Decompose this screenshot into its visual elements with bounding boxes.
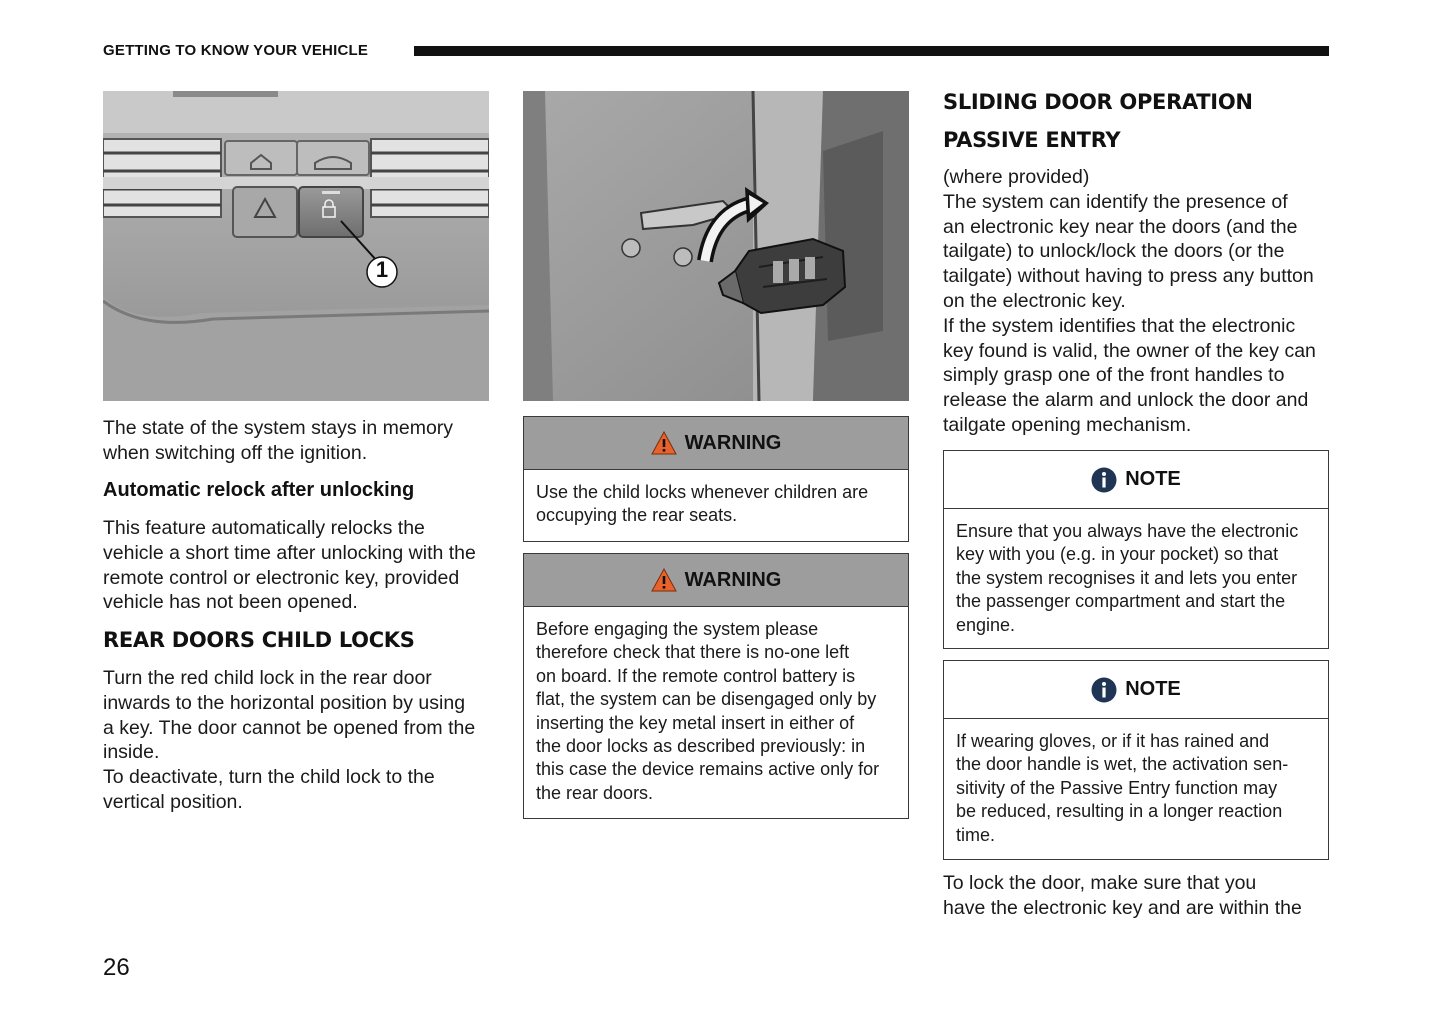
memory-state-text: The state of the system stays in memory when switching off the ignition.: [103, 417, 454, 464]
note-text: Ensure that you always have the electronic key with you (e.g. in your pocket) so that the system recognises it and lets you enter the passenger compartment and start the engine.: [956, 521, 1299, 635]
note-header: [944, 661, 1328, 719]
info-icon: [1091, 467, 1117, 493]
relock-text: This feature automatically relocks the vehicle a short time after unlocking with the remote control or electronic key, provided vehicle has not been opened.: [103, 517, 476, 614]
warning-text: Before engaging the system please therefore check that there is no-one left on board. If the remote control battery is flat, the system can be disengaged only by inserting the key metal insert in either of the door locks as described previously: in this case the device remains active only for the rear doors.: [536, 619, 880, 803]
dashboard-lock-button-figure: [103, 91, 489, 401]
note-title: NOTE: [1125, 468, 1181, 490]
note-box-key: [943, 450, 1329, 649]
passive-entry-heading: PASSIVE ENTRY: [943, 128, 1121, 152]
warning-title: WARNING: [684, 568, 782, 591]
warning-box-child-locks: [523, 416, 909, 542]
header-rule: [414, 46, 1329, 56]
warning-title: WARNING: [684, 431, 782, 454]
lock-door-text: To lock the door, make sure that you have the electronic key and are within the: [943, 872, 1302, 919]
note-header: [944, 451, 1328, 509]
child-locks-text: Turn the red child lock in the rear door inwards to the horizontal position by using a key. The door cannot be opened from the inside. To deactivate, turn the child lock to the vertical position.: [103, 667, 476, 813]
note-text: If wearing gloves, or if it has rained and the door handle is wet, the activation sen- sitivity of the Passive Entry function may be reduced, resulting in a longer reaction time.: [956, 731, 1289, 845]
passive-entry-text: (where provided) The system can identify the presence of an electronic key near the doors (and the tailgate) to unlock/lock the doors (or the tailgate) without having to press any button on the electronic key. If the system identifies that the electronic key found is valid, the owner of the key can simply grasp one of the front handles to release the alarm and unlock the door and tailgate opening mechanism.: [943, 166, 1316, 436]
figure-callout-number: 1: [375, 257, 389, 282]
page-number: 26: [103, 954, 130, 981]
warning-text: Use the child locks whenever children are occupying the rear seats.: [536, 482, 869, 526]
note-title: NOTE: [1125, 678, 1181, 700]
warning-triangle-icon: [651, 431, 677, 455]
note-box-gloves: [943, 660, 1329, 860]
warning-triangle-icon: [651, 568, 677, 592]
warning-box-battery: [523, 553, 909, 819]
info-icon: [1091, 677, 1117, 703]
warning-header: [524, 554, 908, 607]
sliding-door-heading: SLIDING DOOR OPERATION: [943, 90, 1253, 114]
door-child-lock-figure: [523, 91, 909, 401]
warning-header: [524, 417, 908, 470]
relock-heading: Automatic relock after unlocking: [103, 479, 415, 501]
child-locks-heading: REAR DOORS CHILD LOCKS: [103, 628, 415, 652]
running-header-title: GETTING TO KNOW YOUR VEHICLE: [103, 42, 369, 59]
